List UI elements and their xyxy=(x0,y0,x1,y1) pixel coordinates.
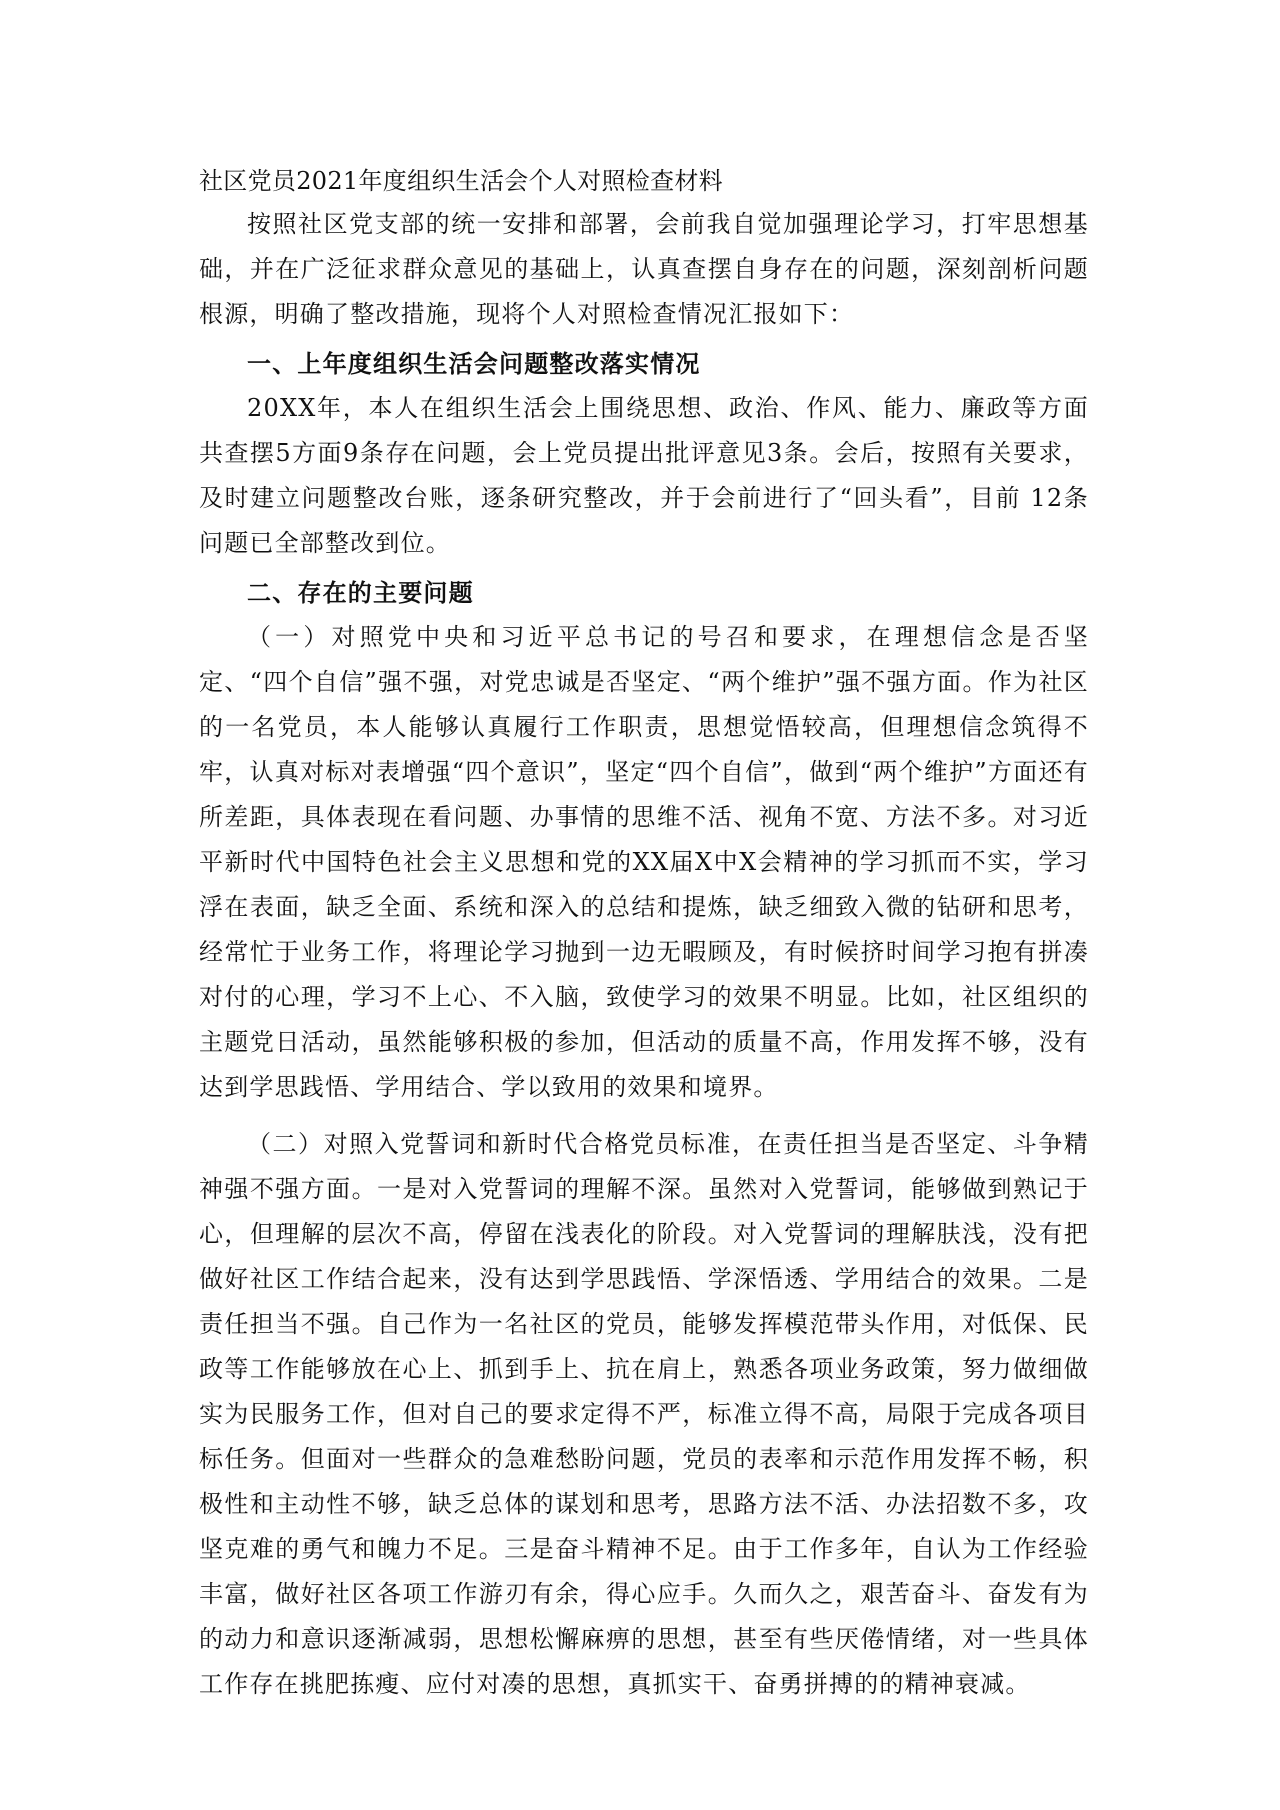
document-body xyxy=(199,160,1089,1707)
document-title: 社区党员2021年度组织生活会个人对照检查材料 xyxy=(199,167,723,195)
section-2-item-2-paragraph: （二）对照入党誓词和新时代合格党员标准，在责任担当是否坚定、斗争精神强不强方面。一是对入党誓词的理解不深。虽然对入党誓词，能够做到熟记于心，但理解的层次不高，停留在浅表化的阶段。对入党誓词的理解肤浅，没有把做好社区工作结合起来，没有达到学思践悟、学深悟透、学用结合的效果。二是责任担当不强。自己作为一名社区的党员，能够发挥模范带头作用，对低保、民政等工作能够放在心上、抓到手上、抗在肩上，熟悉各项业务政策，努力做细做实为民服务工作，但对自己的要求定得不严，标准立得不高，局限于完成各项目标任务。但面对一些群众的急难愁盼问题，党员的表率和示范作用发挥不畅，积极性和主动性不够，缺乏总体的谋划和思考，思路方法不活、办法招数不多，攻坚克难的勇气和魄力不足。三是奋斗精神不足。由于工作多年，自认为工作经验丰富，做好社区各项工作游刃有余，得心应手。久而久之，艰苦奋斗、奋发有为的动力和意识逐渐减弱，思想松懈麻痹的思想，甚至有些厌倦情绪，对一些具体工作存在挑肥拣瘦、应付对凑的思想，真抓实干、奋勇拼搏的的精神衰减。 xyxy=(199,1130,1089,1698)
section-1-heading: 一、上年度组织生活会问题整改落实情况 xyxy=(247,349,701,378)
section-2-heading: 二、存在的主要问题 xyxy=(247,578,474,607)
section-2-item-1-paragraph: （一）对照党中央和习近平总书记的号召和要求，在理想信念是否坚定、“四个自信”强不强，对党忠诚是否坚定、“两个维护”强不强方面。作为社区的一名党员，本人能够认真履行工作职责，思想觉悟较高，但理想信念筑得不牢，认真对标对表增强“四个意识”，坚定“四个自信”，做到“两个维护”方面还有所差距，具体表现在看问题、办事情的思维不活、视角不宽、方法不多。对习近平新时代中国特色社会主义思想和党的XX届X中X会精神的学习抓而不实，学习浮在表面，缺乏全面、系统和深入的总结和提炼，缺乏细致入微的钻研和思考，经常忙于业务工作，将理论学习抛到一边无暇顾及，有时候挤时间学习抱有拼凑对付的心理，学习不上心、不入脑，致使学习的效果不明显。比如，社区组织的主题党日活动，虽然能够积极的参加，但活动的质量不高，作用发挥不够，没有达到学思践悟、学用结合、学以致用的效果和境界。 xyxy=(199,623,1089,1101)
intro-paragraph: 按照社区党支部的统一安排和部署，会前我自觉加强理论学习，打牢思想基础，并在广泛征求群众意见的基础上，认真查摆自身存在的问题，深刻剖析问题根源，明确了整改措施，现将个人对照检查情况汇报如下： xyxy=(199,210,1089,328)
section-1-paragraph: 20XX年，本人在组织生活会上围绕思想、政治、作风、能力、廉政等方面共查摆5方面9条存在问题，会上党员提出批评意见3条。会后，按照有关要求，及时建立问题整改台账，逐条研究整改，并于会前进行了“回头看”，目前 12条问题已全部整改到位。 xyxy=(199,394,1089,557)
